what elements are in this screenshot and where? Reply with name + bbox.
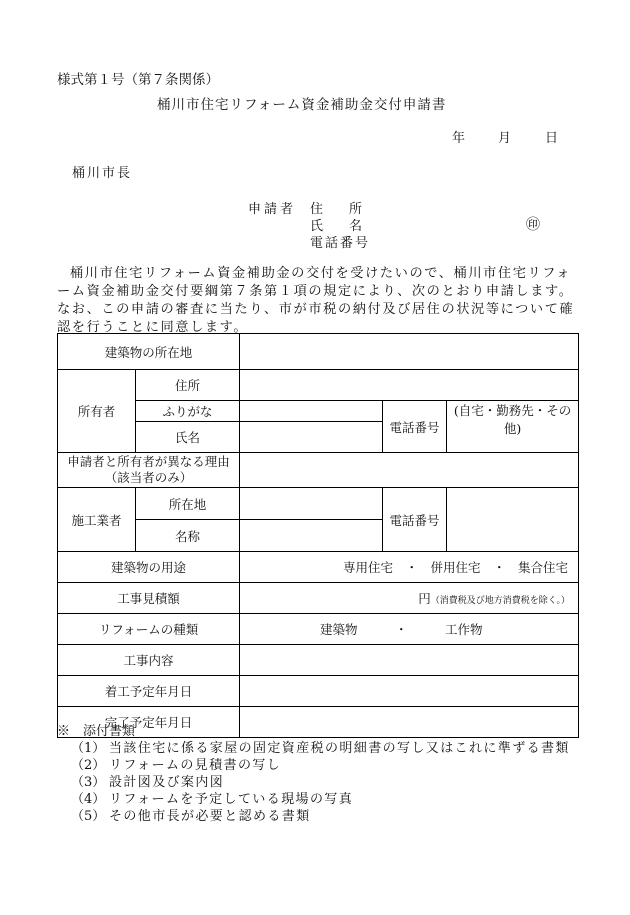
label-end-date: 完了予定年月日 bbox=[58, 707, 240, 738]
input-contractor-phone[interactable] bbox=[447, 488, 579, 552]
attachments-heading: ※ 添付書類 bbox=[57, 724, 136, 739]
yen-unit: 円 bbox=[418, 591, 431, 606]
page-title: 桶川市住宅リフォーム資金補助金交付申請書 bbox=[157, 97, 447, 113]
date-year: 年 bbox=[452, 131, 466, 146]
input-diff-reason[interactable] bbox=[240, 453, 579, 488]
label-contractor: 施工業者 bbox=[58, 488, 136, 552]
applicant-phone-label: 電話番号 bbox=[310, 236, 371, 251]
attachment-item: （1） 当該住宅に係る家屋の固定資産税の明細書の写し又はこれに準ずる書類 bbox=[71, 741, 570, 756]
form-number: 様式第１号（第７条関係） bbox=[57, 72, 219, 88]
input-estimate[interactable] bbox=[240, 583, 579, 614]
label-work-content: 工事内容 bbox=[58, 645, 240, 676]
label-owner-furigana: ふりがな bbox=[136, 401, 240, 422]
label-owner-address: 住所 bbox=[136, 370, 240, 401]
label-diff-reason bbox=[58, 453, 240, 488]
label-owner-name: 氏名 bbox=[136, 422, 240, 453]
label-building-use: 建築物の用途 bbox=[58, 552, 240, 583]
input-owner-name[interactable] bbox=[240, 422, 383, 453]
applicant-address-label: 住 所 bbox=[310, 202, 363, 217]
attachment-item: （2） リフォームの見積書の写し bbox=[71, 758, 282, 773]
date-day: 日 bbox=[545, 131, 559, 146]
applicant-label: 申請者 bbox=[248, 202, 297, 217]
label-owner-phone: 電話番号 bbox=[383, 401, 447, 453]
label-contractor-phone: 電話番号 bbox=[383, 488, 447, 552]
reform-type-options[interactable]: 建築物 ・ 工作物 bbox=[240, 614, 579, 645]
label-estimate: 工事見積額 bbox=[58, 583, 240, 614]
attachment-item: （5） その他市長が必要と認める書類 bbox=[71, 809, 311, 824]
label-owner: 所有者 bbox=[58, 370, 136, 453]
owner-phone-note[interactable]: (自宅・勤務先・その他) bbox=[447, 401, 579, 453]
input-start-date[interactable] bbox=[240, 676, 579, 707]
applicant-name-label: 氏 名 bbox=[310, 219, 363, 234]
diff-reason-line1: 申請者と所有者が異なる理由 bbox=[67, 454, 230, 469]
diff-reason-line2: （該当者のみ） bbox=[104, 470, 193, 485]
label-reform-type: リフォームの種類 bbox=[58, 614, 240, 645]
application-form-table bbox=[57, 333, 579, 738]
label-start-date: 着工予定年月日 bbox=[58, 676, 240, 707]
addressee: 桶川市長 bbox=[72, 166, 133, 181]
input-contractor-location[interactable] bbox=[240, 488, 383, 520]
input-work-content[interactable] bbox=[240, 645, 579, 676]
input-building-location[interactable] bbox=[240, 334, 579, 370]
label-contractor-name: 名称 bbox=[136, 520, 240, 552]
attachment-item: （3） 設計図及び案内図 bbox=[71, 775, 225, 790]
seal-mark: ㊞ bbox=[526, 217, 540, 233]
input-contractor-name[interactable] bbox=[240, 520, 383, 552]
label-building-location: 建築物の所在地 bbox=[58, 334, 240, 370]
date-month: 月 bbox=[498, 131, 512, 146]
yen-note: （消費税及び地方消費税を除く。） bbox=[430, 596, 571, 606]
input-owner-furigana[interactable] bbox=[240, 401, 383, 422]
application-statement: 桶川市住宅リフォーム資金補助金の交付を受けたいので、桶川市住宅リフォーム資金補助金交付要綱第７条第１項の規定により、次のとおり申請します。なお、この申請の審査に当たり、市が市税の納付及び居住の状況等について確認を行うことに同意します。 bbox=[57, 266, 575, 335]
input-owner-address[interactable] bbox=[240, 370, 579, 401]
label-contractor-location: 所在地 bbox=[136, 488, 240, 520]
building-use-options[interactable]: 専用住宅 ・ 併用住宅 ・ 集合住宅 bbox=[240, 552, 579, 583]
attachments-section bbox=[57, 723, 582, 825]
attachment-item: （4） リフォームを予定している現場の写真 bbox=[71, 792, 354, 807]
